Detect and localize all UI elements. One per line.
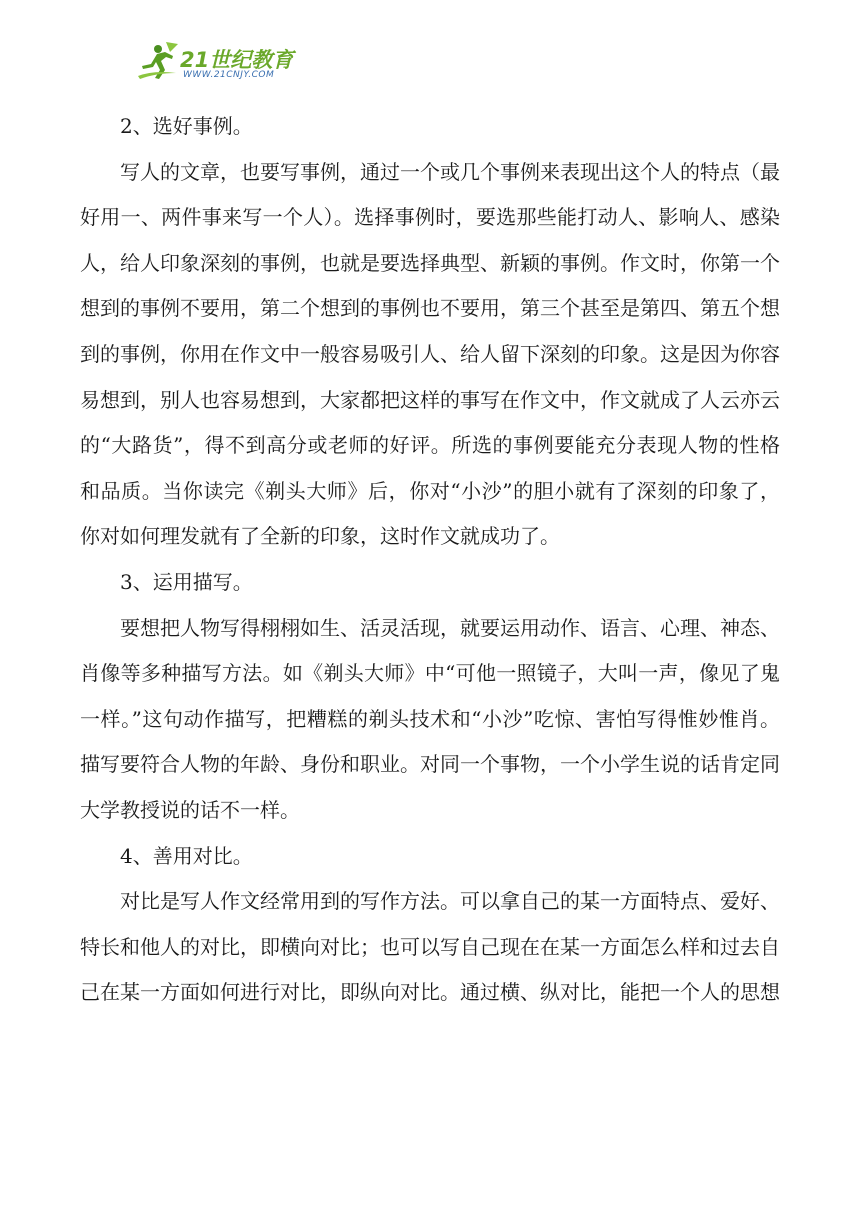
section-heading: 3、运用描写。 — [120, 569, 253, 594]
section-heading: 4、善用对比。 — [120, 843, 253, 868]
body-paragraph: 要想把人物写得栩栩如生、活灵活现，就要运用动作、语言、心理、神态、肖像等多种描写方法。如《剃头大师》中“可他一照镜子，大叫一声，像见了鬼一样。”这句动作描写，把糟糕的剃头技术和“小沙”吃惊、害怕写得惟妙惟肖。描写要符合人物的年龄、身份和职业。对同一个事物，一个小学生说的话肯定同大学教授说的话不一样。 — [80, 615, 780, 822]
header-logo — [136, 40, 306, 86]
section-heading: 2、选好事例。 — [120, 114, 253, 138]
body-paragraph: 写人的文章，也要写事例，通过一个或几个事例来表现出这个人的特点（最好用一、两件事来写一个人）。选择事例时，要选那些能打动人、影响人、感染人，给人印象深刻的事例，也就是要选择典型、新颖的事例。作文时，你第一个想到的事例不要用，第二个想到的事例也不要用，第三个甚至是第四、第五个想到的事例，你用在作文中一般容易吸引人、给人留下深刻的印象。这是因为你容易想到，别人也容易想到，大家都把这样的事写在作文中，作文就成了人云亦云的“大路货”，得不到高分或老师的好评。所选的事例要能充分表现人物的性格和品质。当你读完《剃头大师》后，你对“小沙”的胆小就有了深刻的印象了，你对如何理发就有了全新的印象，这时作文就成功了。 — [80, 159, 780, 549]
logo-url: WWW.21CNJY.COM — [183, 70, 275, 80]
body-paragraph: 对比是写人作文经常用到的写作方法。可以拿自己的某一方面特点、爱好、特长和他人的对比，即横向对比；也可以写自己现在在某一方面怎么样和过去自己在某一方面如何进行对比，即纵向对比。通过横、纵对比，能把一个人的思想 — [80, 889, 780, 1005]
runner-icon — [136, 40, 182, 80]
logo-text: 21世纪教育 — [180, 48, 294, 72]
article-body — [80, 104, 780, 1016]
